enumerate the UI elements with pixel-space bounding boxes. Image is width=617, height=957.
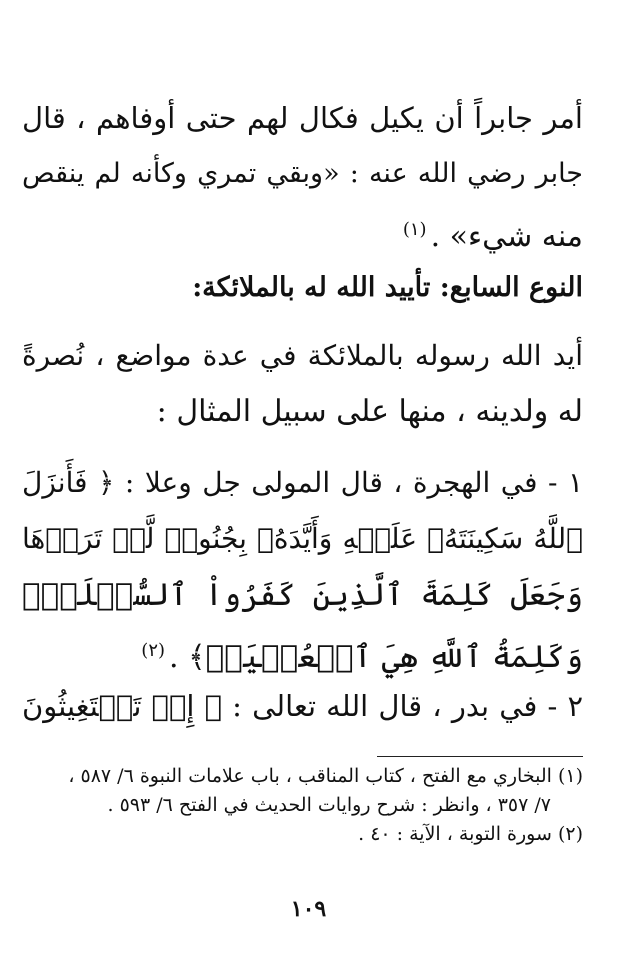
text-line: أيد الله رسوله بالملائكة في عدة مواضع ، نُصرةً [22, 339, 583, 372]
item-badr-line [22, 678, 583, 734]
footnote-1: (١) البخاري مع الفتح ، كتاب المناقب ، باب علامات النبوة ٦/ ٥٨٧ ، [68, 765, 583, 787]
item-intro: ١ - في الهجرة ، قال المولى جل وعلا : ﴿ [98, 466, 584, 499]
footnote-divider [377, 756, 583, 757]
quran-text: فَأَنزَلَ [22, 466, 88, 499]
footnote-2: (٢) سورة التوبة ، الآية : ٤٠ . [358, 823, 583, 845]
quran-line: وَجَعَلَ كَلِمَةَ ٱلَّذِينَ كَفَرُواْ ٱلسُّفۡلَىٰۗ [22, 577, 583, 613]
footnote-ref-2: (٢) [141, 640, 166, 661]
text-line: منه شيء» . [430, 219, 583, 254]
footnote-1-cont: ٧/ ٣٥٧ ، وانظر : شرح روايات الحديث في الفتح ٦/ ٥٩٣ . [107, 794, 551, 816]
quran-text: إِذۡ تَسۡتَغِيثُونَ [22, 689, 195, 723]
text-line: أمر جابراً أن يكيل فكال لهم حتى أوفاهم ، قال [22, 101, 583, 135]
text-line-with-ref [22, 202, 583, 265]
item-hijra-first-line [22, 455, 583, 511]
page-number: ١٠٩ [290, 896, 327, 922]
quran-line-last [22, 623, 583, 686]
quran-line: ٱللَّهُ سَكِينَتَهُۥ عَلَيۡهِ وَأَيَّدَهُۥ بِجُنُودٖ لَّمۡ تَرَوۡهَا [22, 522, 583, 555]
quran-text: وَكَلِمَةُ ٱللَّهِ هِيَ ٱلۡعُلۡيَاۗ [205, 639, 583, 675]
text-line: جابر رضي الله عنه : «وبقي تمري وكأنه لم ينقص [22, 158, 583, 189]
quran-close-bracket: ﴾ . [169, 640, 206, 675]
footnote-ref-1: (١) [402, 219, 427, 240]
item-hijra [22, 455, 583, 686]
item-badr [22, 678, 583, 734]
footnotes [22, 762, 583, 849]
paragraph-angels [22, 328, 583, 440]
paragraph-jabir [22, 90, 583, 265]
section-heading: النوع السابع: تأييد الله له بالملائكة: [192, 272, 583, 303]
item-intro: ٢ - في بدر ، قال الله تعالى : ﴿ [204, 689, 584, 723]
text-line: له ولدينه ، منها على سبيل المثال : [156, 394, 583, 429]
